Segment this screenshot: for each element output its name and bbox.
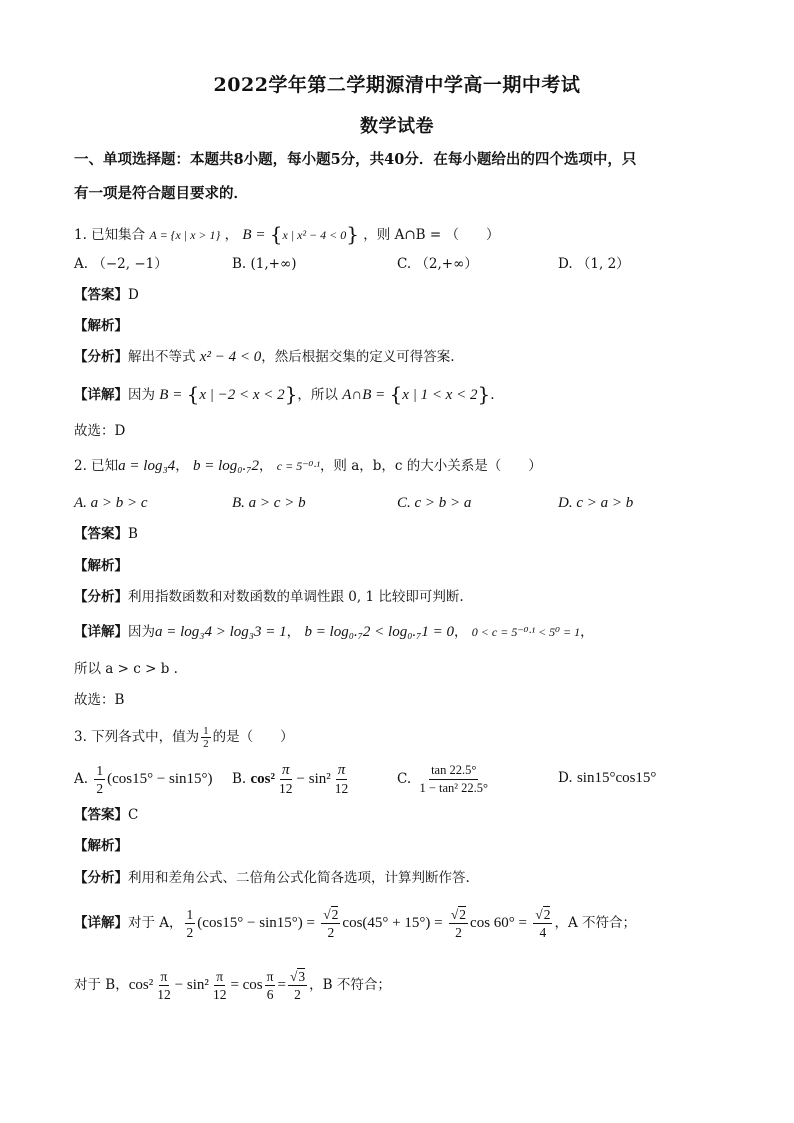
q1-prefix: 1. 已知集合 xyxy=(74,227,146,243)
q3-detail-a-frac2-den: 2 xyxy=(455,925,462,940)
q2-a: a = log₃4 xyxy=(118,458,176,474)
q3-detail-a-half-den: 2 xyxy=(186,925,194,940)
q1-detail-set2: x | 1 < x < 2 xyxy=(402,387,478,403)
q3-fenxi-line xyxy=(74,868,470,888)
q3-detail-b-frac1-num: π xyxy=(160,969,168,984)
q3-detail-b-frac4-sqrt: 3 xyxy=(298,969,306,984)
q1-set-b-body: x | x² − 4 < 0 xyxy=(282,228,347,242)
q3-option-a-label: A. xyxy=(74,771,89,787)
q1-detail-line xyxy=(74,384,495,405)
q1-fenxi-tag: 【分析】 xyxy=(74,349,128,365)
q3-option-a-expr: (cos15° − sin15°) xyxy=(107,771,213,787)
q3-fenxi-text: 利用和差角公式、二倍角公式化简各选项，计算判断作答. xyxy=(128,870,470,886)
q3-detail-a-frac1-num: √2 xyxy=(323,907,339,922)
q3-detail-tag: 【详解】 xyxy=(74,915,128,931)
q2-detail-line: 【详解】因为a = log₃4 > log₃3 = 1， b = log₀.₇2 < log₀.₇1 = 0， 0 < c = 5⁻⁰·¹ < 5⁰ = 1， xyxy=(74,624,594,640)
q2-choose-line xyxy=(74,690,124,710)
q1-detail-brace2-open: { xyxy=(389,382,403,406)
q3-detail-b-eq2: = xyxy=(277,977,286,993)
q3-detail-a-half xyxy=(185,906,196,941)
q2-detail-c: 0 < c = 5⁻⁰·¹ < 5⁰ = 1 xyxy=(471,625,581,639)
q3-option-b-frac2 xyxy=(333,762,351,797)
q2-tail: ，则 a，b，c 的大小关系是（ ） xyxy=(319,458,542,474)
q3-detail-b-frac2-den: 12 xyxy=(212,987,227,1002)
q3-detail-a-expr2: cos(45° + 15°) = xyxy=(342,915,443,931)
question-3-stem xyxy=(74,725,294,750)
q3-detail-b-frac4 xyxy=(288,968,307,1003)
q1-option-b: B. (1,+∞) xyxy=(232,256,297,272)
q3-detail-a-frac1-sqrt: 2 xyxy=(331,907,339,922)
question-1-stem xyxy=(74,224,499,245)
q3-detail-b-frac2 xyxy=(211,968,229,1003)
q1-detail-end: . xyxy=(490,387,495,403)
q2-fenxi-tag: 【分析】 xyxy=(74,589,128,605)
q3-detail-a-half-num: 1 xyxy=(186,907,194,922)
q2-so-line: 所以 a > c > b . xyxy=(74,661,178,677)
q2-option-b: B. a > c > b xyxy=(232,495,306,511)
q3-tail: 的是（ ） xyxy=(212,729,294,745)
q2-answer-line xyxy=(74,524,138,544)
q1-answer-label: 【答案】 xyxy=(74,287,128,303)
q2-fenxi-line xyxy=(74,587,464,607)
q3-option-a-den: 2 xyxy=(96,781,104,796)
q2-prefix: 2. 已知 xyxy=(74,458,119,474)
q1-fenxi-pre: 解出不等式 xyxy=(128,349,196,365)
q1-detail-brace1-close: } xyxy=(284,382,298,406)
q1-option-a: A. （−2, −1） xyxy=(74,256,168,272)
q3-detail-a-expr1: (cos15° − sin15°) = xyxy=(197,915,315,931)
q3-option-a-num: 1 xyxy=(96,763,104,778)
q1-set-a: A = {x | x > 1} xyxy=(149,228,221,242)
q3-detail-b-cos: cos² xyxy=(128,977,154,993)
q3-detail-b-frac3 xyxy=(265,968,276,1003)
q3-option-d-label: D. xyxy=(558,770,573,786)
q3-detail-b-frac4-den: 2 xyxy=(294,987,301,1002)
q3-option-a xyxy=(74,760,213,798)
q3-option-b-frac2-den: 12 xyxy=(334,781,349,796)
q1-detail-b: B = xyxy=(159,387,183,403)
q2-c: c = 5⁻⁰·¹ xyxy=(276,459,320,473)
q3-half-fraction xyxy=(201,725,211,750)
q3-detail-b-frac4-num: √3 xyxy=(289,969,306,984)
page-subtitle: 数学试卷 xyxy=(360,116,434,137)
q1-fenxi-math: x² − 4 < 0 xyxy=(199,349,262,365)
q3-detail-b-pre: 对于 B， xyxy=(74,977,129,993)
q3-option-c-num: tan 22.5° xyxy=(429,762,478,780)
q3-option-c xyxy=(397,760,492,798)
q2-option-d: D. c > a > b xyxy=(558,495,634,511)
q3-detail-b-frac3-num: π xyxy=(266,969,274,984)
page-title: 2022学年第二学期源清中学高一期中考试 xyxy=(213,74,581,96)
section-heading-line2: 有一项是符合题目要求的． xyxy=(74,185,248,202)
q1-brace-open: { xyxy=(269,222,283,246)
q1-analysis-tag: 【解析】 xyxy=(74,318,128,334)
q3-detail-a-frac1-den: 2 xyxy=(327,925,335,940)
q1-detail-brace1-open: { xyxy=(186,382,200,406)
q1-comma: ， xyxy=(224,227,239,243)
q3-answer-line xyxy=(74,805,138,825)
q3-detail-b-frac2-num: π xyxy=(216,969,224,984)
q1-fenxi-line xyxy=(74,347,455,367)
q3-detail-a-frac2-sqrt: 2 xyxy=(459,907,467,922)
q3-detail-b-minus: − sin² xyxy=(174,977,209,993)
q3-fenxi-tag: 【分析】 xyxy=(74,870,128,886)
question-2-stem: 2. 已知a = log₃4， b = log₀.₇2， c = 5⁻⁰·¹，则 a，b，c 的大小关系是（ ） xyxy=(74,458,542,474)
q2-analysis-tag: 【解析】 xyxy=(74,558,128,574)
q1-detail-brace2-close: } xyxy=(477,382,491,406)
q3-option-b-frac1 xyxy=(277,762,295,797)
q1-choose-label: 故选： xyxy=(74,423,115,439)
q1-set-b-prefix: B = xyxy=(242,227,266,243)
q3-detail-a-frac3-den: 4 xyxy=(539,925,547,940)
q3-detail-a-expr3: cos 60° = xyxy=(470,915,527,931)
q3-detail-b-frac1-den: 12 xyxy=(157,987,171,1002)
q1-option-d: D. （1, 2） xyxy=(558,256,630,272)
q1-brace-close: } xyxy=(346,222,359,246)
q3-detail-b-frac3-den: 6 xyxy=(266,987,274,1002)
q3-option-d-expr: sin15°cos15° xyxy=(576,770,657,786)
q2-choose-label: 故选： xyxy=(74,692,115,708)
q2-detail-a: a = log₃4 > log₃3 = 1 xyxy=(155,624,287,640)
q3-analysis-label xyxy=(74,836,128,856)
q1-detail-ab: A∩B = xyxy=(342,387,386,403)
q3-prefix: 3. 下列各式中，值为 xyxy=(74,729,200,745)
q3-detail-b-eq: = cos xyxy=(230,977,263,993)
q3-half-num: 1 xyxy=(203,725,209,737)
q2-detail-pre: 因为 xyxy=(128,624,155,640)
q1-choose-value: D xyxy=(114,423,126,439)
q3-half-den: 2 xyxy=(203,738,209,750)
q3-option-b-cos: cos² xyxy=(250,771,276,787)
q1-option-c: C. （2,+∞） xyxy=(397,256,478,272)
q3-option-a-fraction xyxy=(94,762,105,797)
q2-detail-tag: 【详解】 xyxy=(74,624,128,640)
q3-answer-label: 【答案】 xyxy=(74,807,128,823)
q3-detail-b-end: ，B 不符合； xyxy=(309,977,391,993)
q3-detail-a-frac3 xyxy=(533,906,552,941)
q3-detail-a-frac3-num: √2 xyxy=(535,907,551,922)
section-heading-line1: 一、单项选择题：本题共8小题，每小题5分，共40分．在每小题给出的四个选项中，只 xyxy=(74,151,637,168)
q1-answer-line xyxy=(74,285,139,305)
q3-option-c-fraction xyxy=(417,762,490,797)
q3-option-c-label: C. xyxy=(397,771,412,787)
q1-detail-pre: 因为 xyxy=(128,387,155,403)
q1-detail-tag: 【详解】 xyxy=(74,387,128,403)
q3-option-b-frac1-num: π xyxy=(282,762,290,778)
q1-analysis-label xyxy=(74,316,128,336)
q3-detail-a-end: ，A 不符合； xyxy=(554,915,637,931)
q1-detail-set1: x | −2 < x < 2 xyxy=(199,387,285,403)
q1-fenxi-post: ，然后根据交集的定义可得答案. xyxy=(261,349,455,365)
q3-detail-a-pre: 对于 A， xyxy=(128,915,183,931)
q3-detail-a-frac1 xyxy=(321,906,340,941)
q3-detail-a-frac2 xyxy=(449,906,468,941)
q2-fenxi-text: 利用指数函数和对数函数的单调性跟 0, 1 比较即可判断. xyxy=(128,589,464,605)
q2-choose-value: B xyxy=(114,692,125,708)
q3-option-b-label: B. xyxy=(232,771,247,787)
q3-detail-a-line xyxy=(74,904,636,942)
q3-option-d xyxy=(558,768,656,788)
q3-detail-a-frac2-num: √2 xyxy=(450,907,467,922)
q3-detail-b-line xyxy=(74,966,391,1004)
q3-option-b xyxy=(232,760,352,798)
q2-b: b = log₀.₇2 xyxy=(192,458,259,474)
q3-detail-a-frac3-sqrt: 2 xyxy=(543,907,551,922)
q3-option-b-minus: − sin² xyxy=(296,771,331,787)
q3-answer-value: C xyxy=(128,807,139,823)
q2-option-a: A. a > b > c xyxy=(74,495,148,511)
q2-answer-value: B xyxy=(128,526,138,542)
q2-analysis-label xyxy=(74,556,128,576)
q1-tail: ，则 A∩B = （ ） xyxy=(363,227,500,243)
q1-answer-value: D xyxy=(128,287,139,303)
q1-detail-mid: ，所以 xyxy=(297,387,338,403)
q3-option-b-frac2-num: π xyxy=(337,762,346,778)
q1-choose-line xyxy=(74,421,125,441)
q2-answer-label: 【答案】 xyxy=(74,526,128,542)
q3-option-b-frac1-den: 12 xyxy=(279,781,293,796)
q3-analysis-tag: 【解析】 xyxy=(74,838,128,854)
q2-option-c: C. c > b > a xyxy=(397,495,472,511)
q3-detail-b-frac1 xyxy=(155,968,173,1003)
q2-detail-b: b = log₀.₇2 < log₀.₇1 = 0 xyxy=(304,624,454,640)
q3-option-c-den: 1 − tan² 22.5° xyxy=(419,781,489,795)
